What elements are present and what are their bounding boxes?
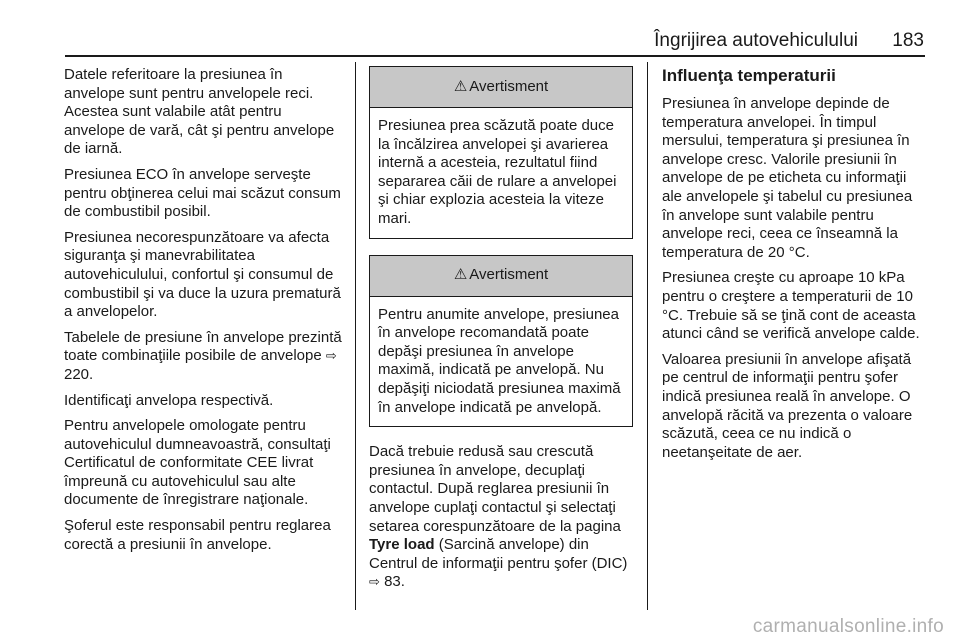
watermark: carmanualsonline.info xyxy=(752,616,944,637)
paragraph: Presiunea necorespunzătoare va afecta siguranţa şi manevrabilitatea autovehiculului, confortul şi consumul de combustibil şi va duce la uzura prematură a anvelopelor. xyxy=(64,228,341,321)
column-2 xyxy=(369,66,633,599)
paragraph xyxy=(369,443,633,592)
warning-triangle-icon: ⚠ xyxy=(453,77,468,95)
paragraph-text: Dacă trebuie redusă sau crescută presiunea în anvelope, decuplaţi contactul. După reglarea presiunii în anvelope cuplaţi contactul şi selectaţi setarea corespunzătoare de la pagina xyxy=(369,443,621,535)
warning-box xyxy=(369,66,633,239)
column-divider-1 xyxy=(355,62,356,610)
menu-item-name: Tyre load xyxy=(369,536,435,554)
warning-box xyxy=(369,255,633,428)
warning-header xyxy=(370,256,632,297)
paragraph: Valoarea presiunii în anvelope afişată pe centrul de informaţii pentru şofer indică presiunea reală în anvelope. O anvelopă răcită va prezenta o valoare scăzută, ceea ce nu indică o neetanşeitate de aer. xyxy=(662,350,913,461)
paragraph: Datele referitoare la presiunea în anvelope sunt pentru anvelopele reci. Acestea sunt valabile atât pentru anvelope de vară, cât şi pentru anvelope de iarnă. xyxy=(64,66,335,158)
column-divider-2 xyxy=(647,62,648,610)
paragraph: Presiunea ECO în anvelope serveşte pentru obţinerea celui mai scăzut consum de combustibil posibil. xyxy=(64,165,341,221)
paragraph: Pentru anvelopele omologate pentru autovehiculul dumneavoastră, consultaţi Certificatul de conformitate CEE livrat împreună cu autovehiculul sau alte documente de înregistrare naţionale. xyxy=(64,417,331,509)
arrow-ref-icon: ⇨ xyxy=(325,348,337,364)
header-divider xyxy=(65,55,925,57)
paragraph: Presiunea în anvelope depinde de temperatura anvelopei. În timpul mersului, temperatura şi presiunea în anvelope cresc. Valorile presiunii în anvelope de pe eticheta cu informaţii ale anvelopele şi tabelul cu presiunea în anvelope sunt valabile pentru anvelope reci, ceea ce înseamnă la temperatura de 20 °C. xyxy=(662,95,913,261)
warning-header xyxy=(370,67,632,108)
warning-body: Pentru anumite anvelope, presiunea în anvelope recomandată poate depăşi presiunea în anvelope maximă, indicată pe anvelopă. Nu depăşiţi niciodată presiunea maximă în anvelope indicată pe anvelopă. xyxy=(378,305,621,416)
page-header xyxy=(0,0,960,56)
column-3 xyxy=(662,66,926,469)
column-1 xyxy=(64,66,342,561)
warning-triangle-icon: ⚠ xyxy=(453,266,468,284)
section-title: Îngrijirea autovehiculului xyxy=(654,30,858,51)
warning-body: Presiunea prea scăzută poate duce la încălzirea anvelopei şi avarierea internă a acesteia, rezultatul fiind separarea căii de rulare a anvelopei şi chiar explozia acesteia la viteze mari. xyxy=(378,117,617,227)
paragraph-text: (Sarcină anvelope) din Centrul de informaţii pentru şofer (DIC) xyxy=(369,536,628,572)
warning-title: Avertisment xyxy=(469,77,549,95)
warning-title: Avertisment xyxy=(469,266,549,284)
page-number: 183 xyxy=(892,30,924,51)
arrow-ref-icon: ⇨ xyxy=(369,574,380,590)
page-reference-link[interactable]: 220. xyxy=(64,365,94,383)
section-heading: Influenţa temperaturii xyxy=(662,66,836,85)
paragraph xyxy=(64,329,342,385)
paragraph-text: Tabelele de presiune în anvelope prezintă toate combinaţiile posibile de anvelope xyxy=(64,328,342,365)
paragraph: Şoferul este responsabil pentru reglarea corectă a presiunii în anvelope. xyxy=(64,517,331,553)
paragraph: Identificaţi anvelopa respectivă. xyxy=(64,391,274,409)
paragraph: Presiunea creşte cu aproape 10 kPa pentru o creştere a temperaturii de 10 °C. Trebuie să se ţină cont de aceasta atunci când se verifică anvelope calde. xyxy=(662,269,920,343)
page-reference-link[interactable]: 83. xyxy=(384,573,405,591)
